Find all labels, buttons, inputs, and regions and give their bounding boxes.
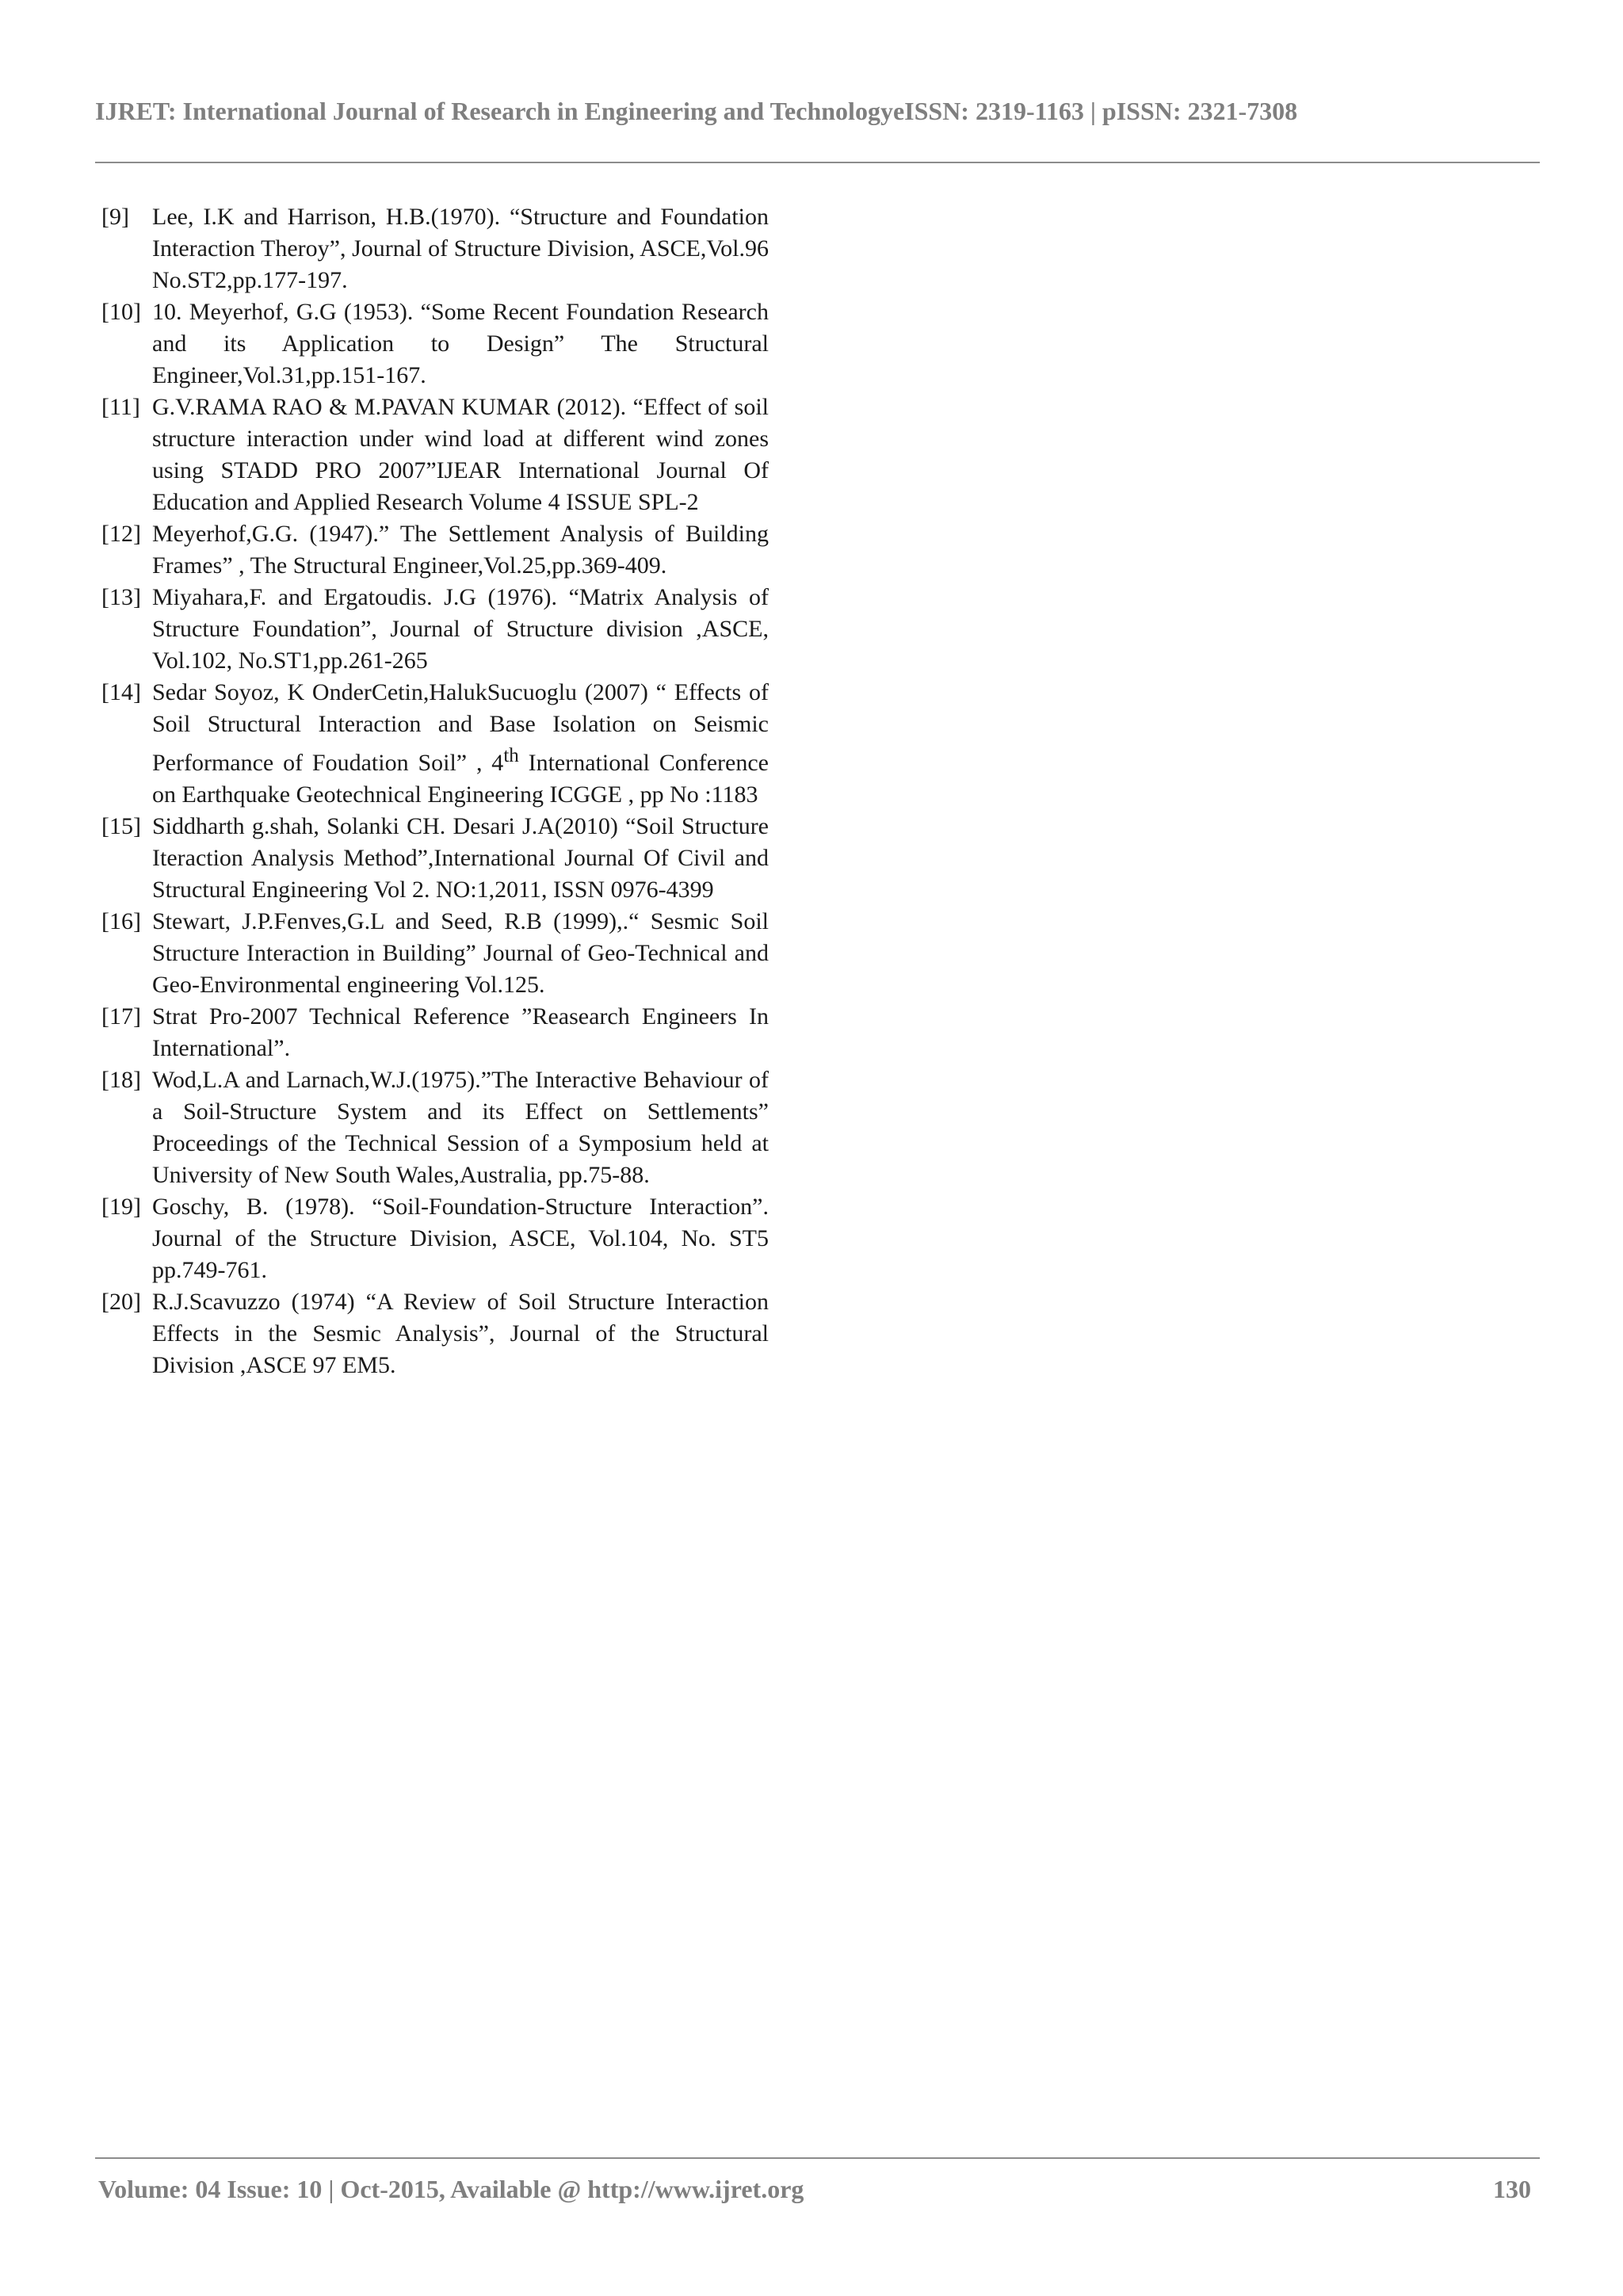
reference-text: G.V.RAMA RAO & M.PAVAN KUMAR (2012). “Effect of soil structure interaction under wind load at different wind zones using STADD PRO 2007”IJEAR International Journal Of Education and Applied Research Volume 4 ISSUE SPL-2 — [152, 394, 769, 515]
footer-volume-info: Volume: 04 Issue: 10 | Oct-2015, Available @ http://www.ijret.org — [98, 2175, 804, 2203]
reference-item — [101, 392, 769, 518]
journal-header: IJRET: International Journal of Research in Engineering and TechnologyeISSN: 2319-1163 | pISSN: 2321-7308 — [95, 97, 1298, 125]
reference-item — [101, 518, 769, 582]
reference-number: [11] — [101, 394, 140, 420]
reference-number: [9] — [101, 204, 129, 230]
reference-item — [101, 1191, 769, 1286]
reference-number: [20] — [101, 1289, 141, 1315]
reference-text: Stewart, J.P.Fenves,G.L and Seed, R.B (1999),.“ Sesmic Soil Structure Interaction in Building” Journal of Geo-Technical and Geo-Environmental engineering Vol.125. — [152, 908, 769, 998]
ordinal-superscript: th — [503, 745, 519, 766]
reference-number: [18] — [101, 1067, 141, 1093]
reference-text: Miyahara,F. and Ergatoudis. J.G (1976). “Matrix Analysis of Structure Foundation”, Journal of Structure division ,ASCE, Vol.102, No.ST1,pp.261-265 — [152, 584, 769, 674]
reference-text: Wod,L.A and Larnach,W.J.(1975).”The Interactive Behaviour of a Soil-Structure System and its Effect on Settlements” Proceedings of the Technical Session of a Symposium held at University of New South Wales,Australia, pp.75-88. — [152, 1067, 769, 1188]
reference-text — [152, 677, 769, 811]
reference-item — [101, 677, 769, 811]
reference-number: [19] — [101, 1194, 141, 1220]
reference-item — [101, 1286, 769, 1381]
reference-list — [101, 201, 769, 1381]
reference-text: Strat Pro-2007 Technical Reference ”Reasearch Engineers In International”. — [152, 1003, 769, 1061]
reference-item — [101, 582, 769, 677]
reference-number: [17] — [101, 1003, 141, 1030]
reference-text: Goschy, B. (1978). “Soil-Foundation-Structure Interaction”. Journal of the Structure Division, ASCE, Vol.104, No. ST5 pp.749-761. — [152, 1194, 769, 1283]
footer-divider — [95, 2157, 1540, 2159]
reference-item — [101, 201, 769, 296]
reference-text-part: Sedar Soyoz, K OnderCetin,HalukSucuoglu (2007) “ Effects of Soil Structural Interaction and Base Isolation on Seismic Performance of Foudation Soil” , 4 — [152, 679, 769, 776]
reference-number: [10] — [101, 299, 141, 325]
reference-text: R.J.Scavuzzo (1974) “A Review of Soil Structure Interaction Effects in the Sesmic Analysis”, Journal of the Structural Division ,ASCE 97 EM5. — [152, 1289, 769, 1378]
header-divider — [95, 162, 1540, 163]
reference-number: [13] — [101, 584, 141, 610]
reference-text-part: International Conference on Earthquake Geotechnical Engineering ICGGE , pp No :1183 — [152, 750, 769, 808]
reference-item — [101, 1064, 769, 1191]
reference-item — [101, 296, 769, 392]
reference-number: [15] — [101, 813, 141, 839]
page-number: 130 — [1493, 2175, 1531, 2203]
reference-text: 10. Meyerhof, G.G (1953). “Some Recent Foundation Research and its Application to Design” The Structural Engineer,Vol.31,pp.151-167. — [152, 299, 769, 388]
reference-number: [12] — [101, 521, 141, 547]
reference-item — [101, 906, 769, 1001]
reference-item — [101, 1001, 769, 1064]
reference-number: [16] — [101, 908, 141, 934]
reference-text: Lee, I.K and Harrison, H.B.(1970). “Structure and Foundation Interaction Theroy”, Journal of Structure Division, ASCE,Vol.96 No.ST2,pp.177-197. — [152, 204, 769, 293]
reference-number: [14] — [101, 679, 141, 705]
reference-text: Siddharth g.shah, Solanki CH. Desari J.A(2010) “Soil Structure Iteraction Analysis Method”,International Journal Of Civil and Structural Engineering Vol 2. NO:1,2011, ISSN 0976-4399 — [152, 813, 769, 903]
reference-text: Meyerhof,G.G. (1947).” The Settlement Analysis of Building Frames” , The Structural Engineer,Vol.25,pp.369-409. — [152, 521, 769, 579]
reference-item — [101, 811, 769, 906]
